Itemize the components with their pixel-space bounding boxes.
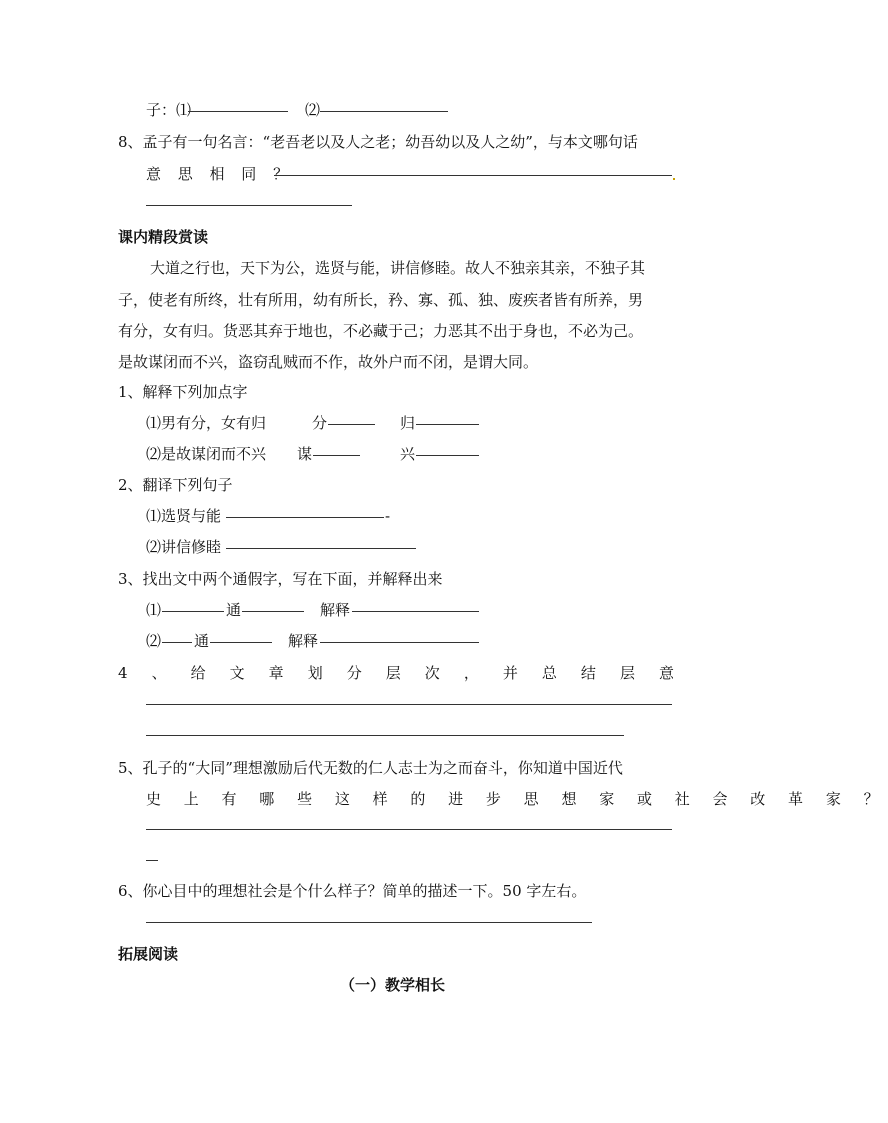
answer-blank[interactable] — [210, 642, 272, 643]
q3-sub2-jieshi: 解释 — [288, 632, 319, 650]
answer-blank[interactable] — [146, 205, 352, 206]
answer-blank[interactable] — [226, 517, 384, 518]
answer-blank[interactable] — [162, 642, 192, 643]
q3-sub1-tong: 通 — [226, 601, 242, 619]
q5-line1: 5、孔子的“大同”理想激励后代无数的仁人志士为之而奋斗，你知道中国近代 — [118, 759, 623, 777]
q3-sub1-num: ⑴ — [146, 601, 162, 619]
q2-sub2: ⑵讲信修睦 — [146, 538, 222, 556]
passage-line: 大道之行也，天下为公，选贤与能，讲信修睦。故人不独亲其亲，不独子其 — [150, 259, 646, 277]
q3-sub2-tong: 通 — [194, 632, 210, 650]
answer-blank[interactable] — [352, 611, 479, 612]
article-title: （一）教学相长 — [340, 976, 446, 994]
q2-sub1: ⑴选贤与能 — [146, 507, 222, 525]
q3-sub1-jieshi: 解释 — [320, 601, 351, 619]
answer-blank[interactable] — [242, 611, 304, 612]
answer-blank[interactable] — [146, 704, 672, 705]
answer-blank[interactable] — [328, 424, 375, 425]
q1-title: 1、解释下列加点字 — [118, 383, 248, 401]
q1-sub1-word: 分 — [312, 414, 328, 432]
q1-sub2-word: 谋 — [297, 445, 313, 463]
q1-sub2: ⑵是故谋闭而不兴 — [146, 445, 267, 463]
q1-sub1: ⑴男有分，女有归 — [146, 414, 267, 432]
answer-blank[interactable] — [226, 548, 416, 549]
answer-blank[interactable] — [320, 642, 479, 643]
q1-sub2-word: 兴 — [400, 445, 416, 463]
q8-line1: 8、孟子有一句名言：“老吾老以及人之老；幼吾幼以及人之幼”，与本文哪句话 — [118, 133, 638, 151]
q1-sub1-word: 归 — [400, 414, 416, 432]
passage-line: 是故谋闭而不兴，盗窃乱贼而不作，故外户而不闭，是谓大同。 — [118, 353, 539, 371]
answer-blank[interactable] — [274, 175, 672, 176]
q2-sub1-tail: - — [385, 507, 391, 525]
answer-blank[interactable] — [146, 735, 624, 736]
passage-line: 子，使老有所终，壮有所用，幼有所长，矜、寡、孤、独、废疾者皆有所养，男 — [118, 291, 644, 309]
q8-line2: 意 思 相 同 ？ — [146, 165, 295, 183]
q3-title: 3、找出文中两个通假字，写在下面，并解释出来 — [118, 570, 443, 588]
section-heading: 拓展阅读 — [118, 945, 179, 963]
section-heading: 课内精段赏读 — [118, 228, 209, 246]
answer-blank[interactable] — [320, 111, 448, 112]
answer-blank[interactable] — [146, 860, 158, 861]
q3-sub2-num: ⑵ — [146, 632, 162, 650]
prev-item-mid: ⑵ — [305, 101, 321, 119]
prev-item-lead: 子：⑴ — [146, 101, 192, 119]
answer-blank[interactable] — [416, 455, 479, 456]
stray-dot — [673, 178, 675, 180]
q2-title: 2、翻译下列句子 — [118, 476, 233, 494]
passage-line: 有分，女有归。货恶其弃于地也，不必藏于己；力恶其不出于身也，不必为己。 — [118, 322, 644, 340]
answer-blank[interactable] — [146, 829, 672, 830]
q6-line1: 6、你心目中的理想社会是个什么样子？简单的描述一下。50 字左右。 — [118, 882, 587, 900]
answer-blank[interactable] — [146, 922, 592, 923]
answer-blank[interactable] — [313, 455, 360, 456]
answer-blank[interactable] — [188, 111, 288, 112]
q4-line: 4 、 给 文 章 划 分 层 次 ， 并 总 结 层 意 — [118, 664, 674, 682]
q5-line2: 史 上 有 哪 些 这 样 的 进 步 思 想 家 或 社 会 改 革 家 ？ — [146, 790, 888, 808]
answer-blank[interactable] — [162, 611, 224, 612]
answer-blank[interactable] — [416, 424, 479, 425]
